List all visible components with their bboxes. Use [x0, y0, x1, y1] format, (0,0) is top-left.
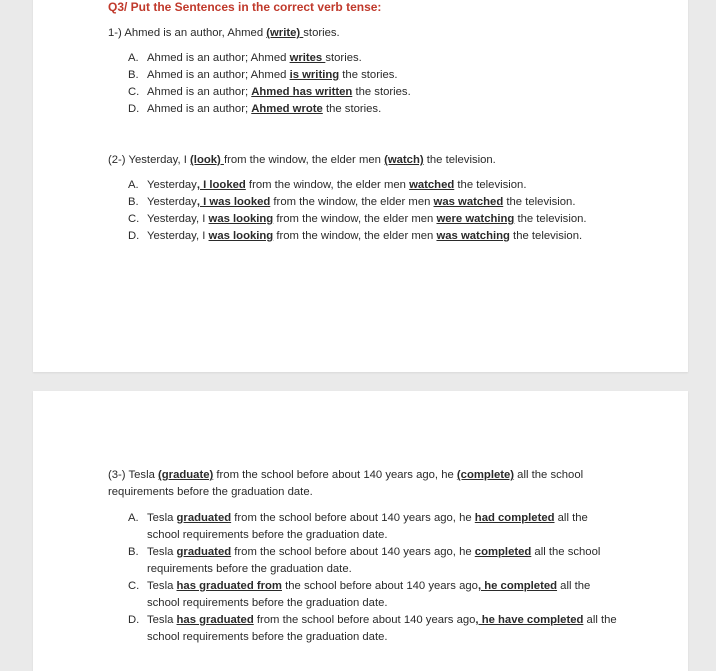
option-text: the television.: [509, 230, 583, 242]
option-d[interactable]: [128, 228, 587, 245]
question-1-prompt: [108, 25, 340, 42]
answer-verb: had completed: [474, 512, 555, 524]
option-text: all the school requirements before the graduation date.: [147, 512, 588, 541]
option-text: the school before about 140 years ago: [281, 580, 478, 592]
question-1-options: [128, 50, 411, 118]
option-c[interactable]: [128, 84, 411, 101]
answer-verb: has graduated from: [176, 580, 282, 592]
answer-verb: watched: [409, 179, 455, 191]
option-letter: C.: [128, 580, 140, 592]
verb-cue: (write): [266, 27, 304, 39]
answer-verb: , I was looked: [196, 196, 271, 208]
option-text: all the school requirements before the graduation date.: [147, 580, 591, 609]
option-c[interactable]: [128, 578, 617, 612]
answer-verb: graduated: [176, 546, 232, 558]
answer-verb: completed: [474, 546, 532, 558]
option-text: from the window, the elder men: [273, 230, 437, 242]
option-text: Ahmed is an author; Ahmed: [147, 69, 290, 81]
answer-verb: , he completed: [477, 580, 558, 592]
option-text: the television.: [503, 196, 576, 208]
prompt-text: (3-) Tesla: [108, 469, 159, 481]
verb-cue: (look): [190, 154, 224, 166]
prompt-text: all the school requirements before the graduation date.: [108, 469, 584, 498]
option-text: from the school before about 140 years ago, he: [231, 512, 475, 524]
option-a[interactable]: [128, 510, 617, 544]
option-letter: B.: [128, 196, 139, 208]
prompt-text: (2-) Yesterday, I: [108, 154, 191, 166]
option-d[interactable]: [128, 101, 411, 118]
answer-verb: , he have completed: [475, 614, 584, 626]
option-letter: B.: [128, 546, 139, 558]
option-text: Ahmed is an author;: [147, 86, 252, 98]
option-text: Yesterday: [147, 196, 197, 208]
option-text: from the school before about 140 years ago: [253, 614, 476, 626]
answer-verb: graduated: [176, 512, 232, 524]
option-text: Tesla: [147, 614, 177, 626]
option-d[interactable]: [128, 612, 617, 646]
option-c[interactable]: [128, 211, 587, 228]
option-letter: D.: [128, 614, 140, 626]
question-2-prompt: [108, 152, 496, 169]
question-3-prompt: [108, 467, 628, 501]
option-letter: A.: [128, 52, 139, 64]
verb-cue: (complete): [456, 469, 515, 481]
option-text: Yesterday, I: [147, 213, 209, 225]
answer-verb: was watching: [436, 230, 510, 242]
prompt-text: from the school before about 140 years ago, he: [213, 469, 457, 481]
answer-verb: was looking: [208, 230, 274, 242]
option-b[interactable]: [128, 67, 411, 84]
option-text: from the school before about 140 years ago, he: [231, 546, 475, 558]
option-text: from the window, the elder men: [273, 213, 437, 225]
prompt-text: the television.: [423, 154, 496, 166]
question-2-options: [128, 177, 587, 245]
verb-cue: (graduate): [158, 469, 214, 481]
answer-verb: has graduated: [176, 614, 254, 626]
option-letter: A.: [128, 179, 139, 191]
option-text: Tesla: [147, 546, 177, 558]
option-a[interactable]: [128, 50, 411, 67]
answer-verb: Ahmed has written: [251, 86, 353, 98]
option-text: Yesterday, I: [147, 230, 209, 242]
option-text: stories.: [325, 52, 362, 64]
option-text: all the school requirements before the graduation date.: [147, 614, 617, 643]
option-text: from the window, the elder men: [270, 196, 434, 208]
answer-verb: , I looked: [196, 179, 246, 191]
option-b[interactable]: [128, 194, 587, 211]
page-title: Q3/ Put the Sentences in the correct verb tense:: [108, 0, 382, 14]
answer-verb: were watching: [436, 213, 515, 225]
option-letter: C.: [128, 213, 140, 225]
option-text: from the window, the elder men: [245, 179, 410, 191]
option-letter: B.: [128, 69, 139, 81]
option-text: Yesterday: [147, 179, 197, 191]
option-text: the stories.: [322, 103, 382, 115]
answer-verb: Ahmed wrote: [251, 103, 323, 115]
option-letter: C.: [128, 86, 140, 98]
option-text: the television.: [454, 179, 527, 191]
option-text: the television.: [514, 213, 587, 225]
option-letter: A.: [128, 512, 139, 524]
prompt-text: from the window, the elder men: [223, 154, 385, 166]
option-text: Ahmed is an author;: [147, 103, 252, 115]
option-text: all the school requirements before the graduation date.: [147, 546, 601, 575]
answer-verb: was watched: [433, 196, 504, 208]
option-text: the stories.: [352, 86, 411, 98]
option-text: Tesla: [147, 580, 177, 592]
option-letter: D.: [128, 230, 140, 242]
option-b[interactable]: [128, 544, 617, 578]
option-text: the stories.: [339, 69, 398, 81]
answer-verb: was looking: [208, 213, 274, 225]
option-a[interactable]: [128, 177, 587, 194]
question-3-options: [128, 510, 617, 646]
option-letter: D.: [128, 103, 140, 115]
prompt-text: stories.: [303, 27, 340, 39]
verb-cue: (watch): [384, 154, 424, 166]
answer-verb: is writing: [289, 69, 340, 81]
option-text: Ahmed is an author; Ahmed: [147, 52, 290, 64]
prompt-text: 1-) Ahmed is an author, Ahmed: [108, 27, 267, 39]
answer-verb: writes: [289, 52, 326, 64]
option-text: Tesla: [147, 512, 177, 524]
